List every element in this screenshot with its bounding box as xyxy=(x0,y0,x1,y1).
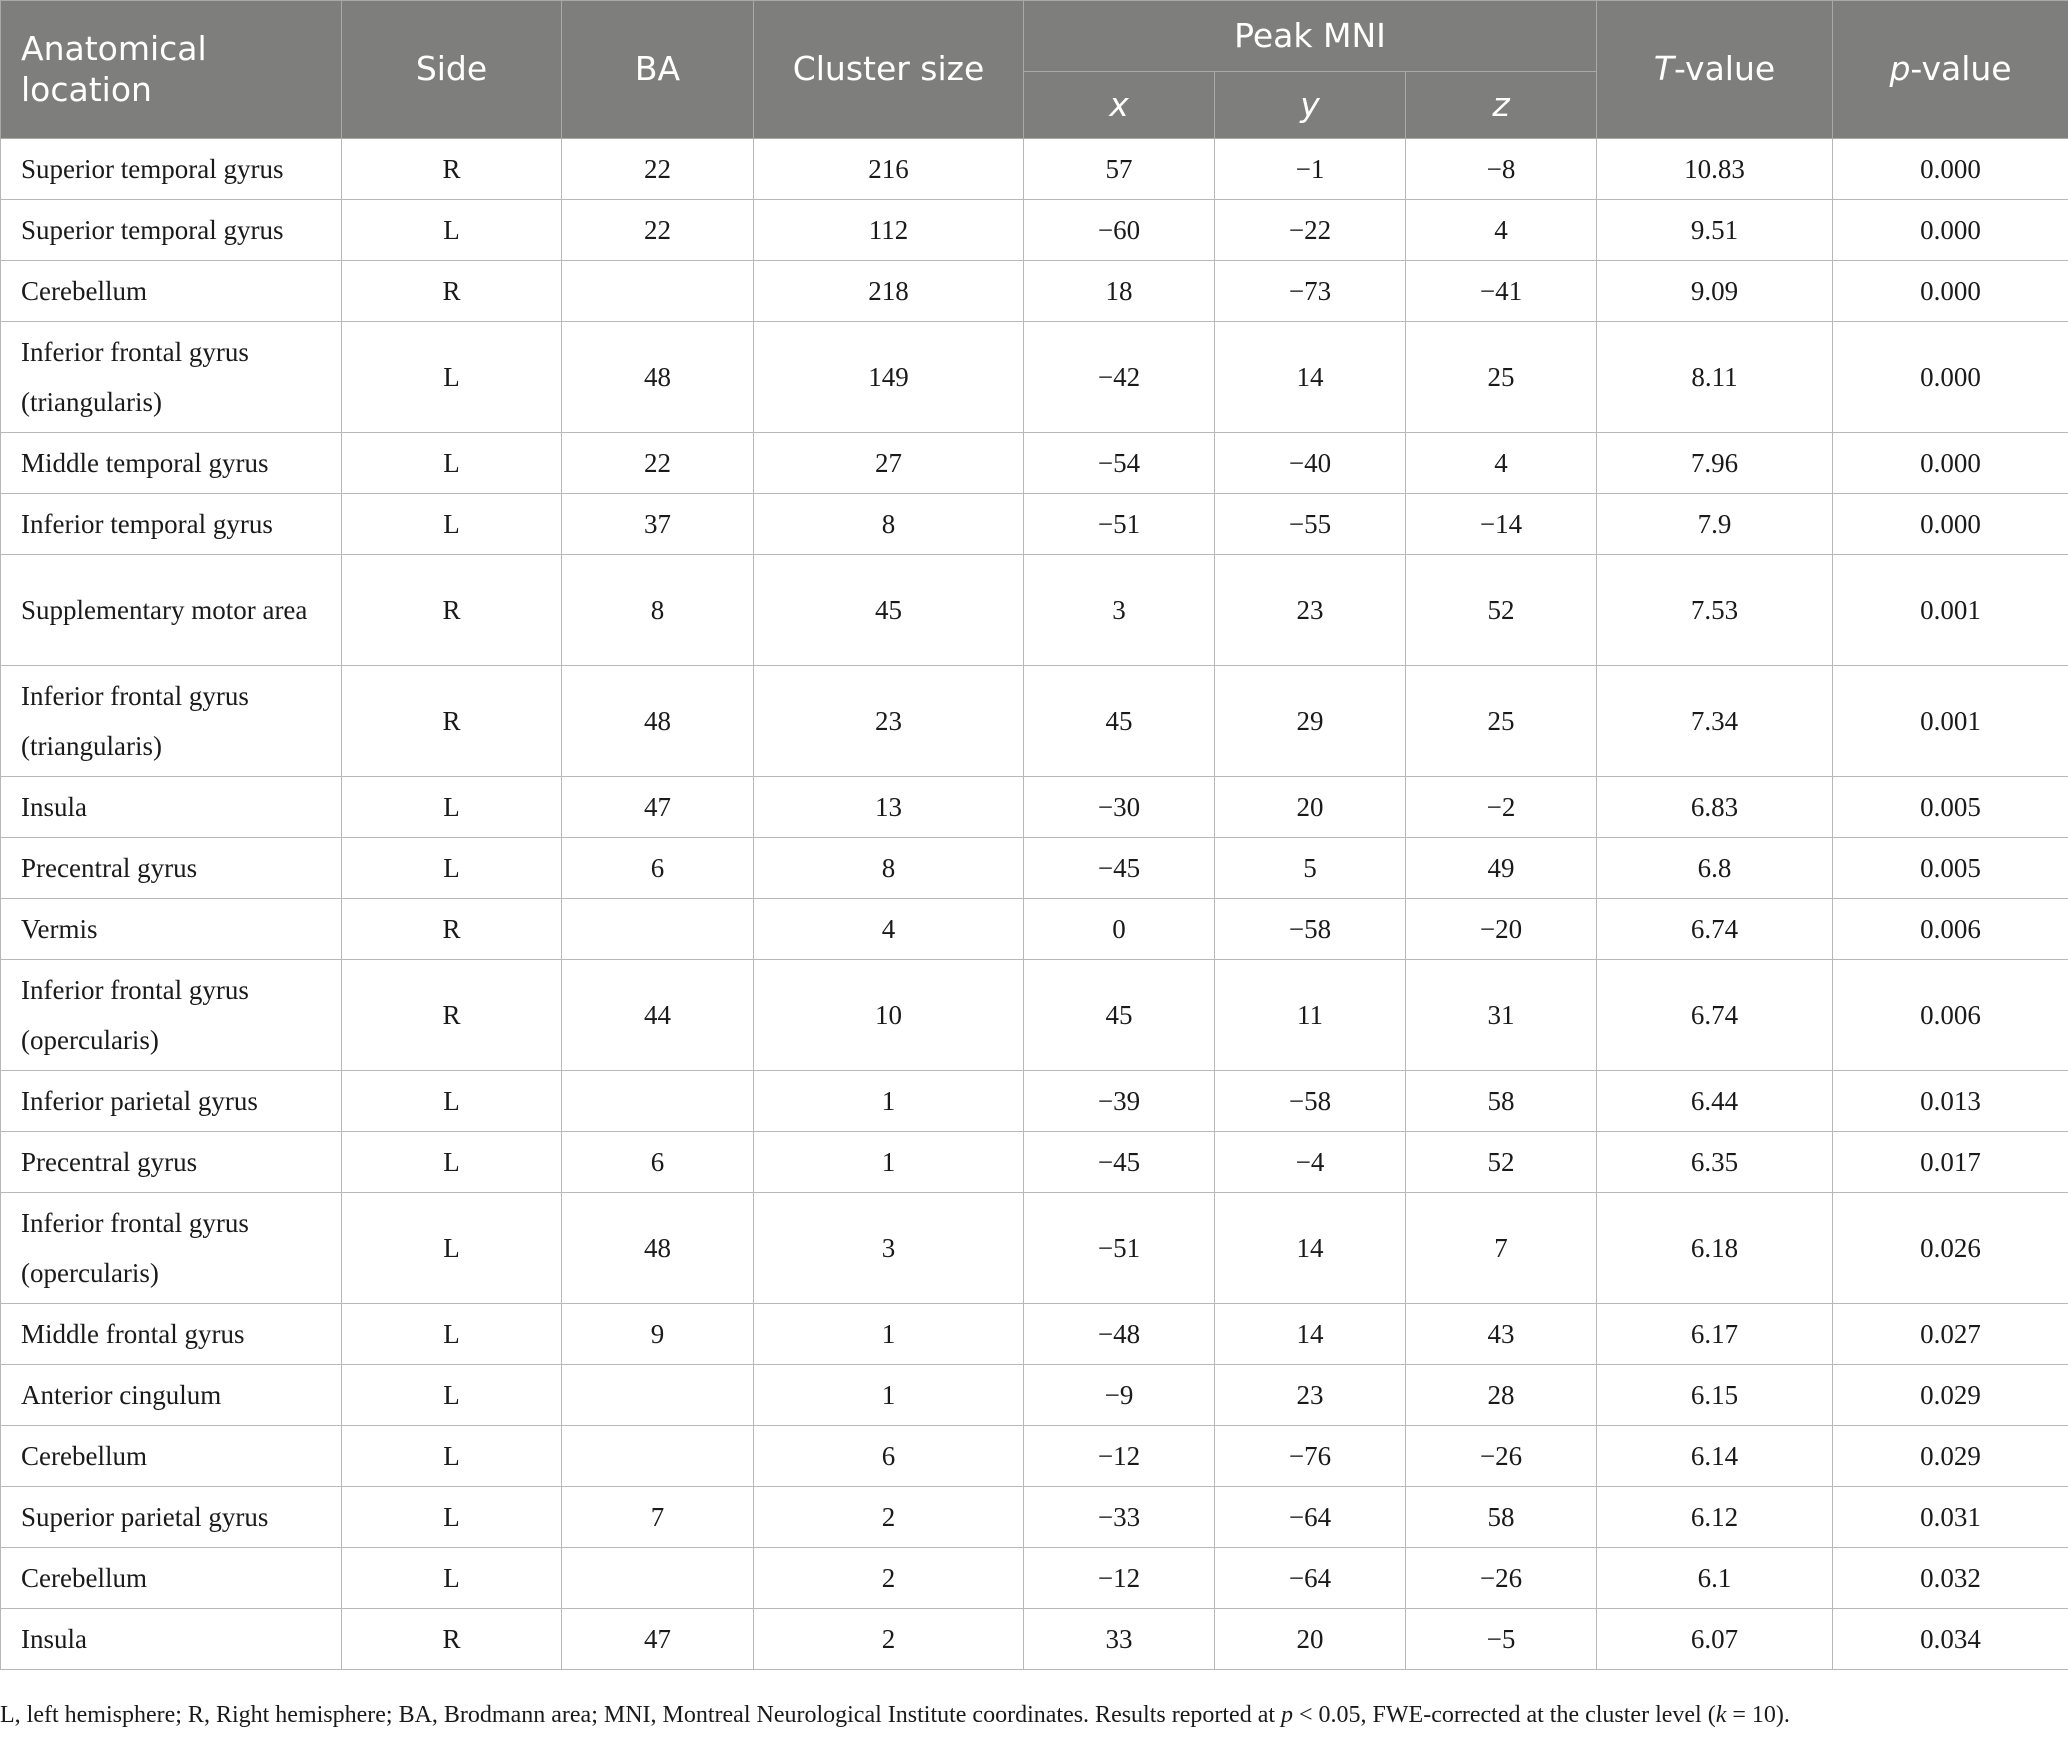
table-row xyxy=(1,200,2068,261)
cell-t-value: 6.74 xyxy=(1597,899,1833,960)
table-row xyxy=(1,1071,2068,1132)
cell-cluster-size: 218 xyxy=(754,261,1024,322)
cell-t-value: 7.53 xyxy=(1597,555,1833,666)
cell-side: L xyxy=(342,838,562,899)
cell-mni-x: −48 xyxy=(1024,1304,1215,1365)
cell-p-value: 0.000 xyxy=(1833,433,2068,494)
header-side: Side xyxy=(342,1,562,139)
cell-ba xyxy=(562,1365,754,1426)
header-x xyxy=(1024,72,1215,139)
table-body xyxy=(1,139,2068,1670)
cell-t-value: 6.12 xyxy=(1597,1487,1833,1548)
footnote-text-2: < 0.05, FWE-corrected at the cluster level ( xyxy=(1293,1702,1716,1728)
footnote-k-symbol: k xyxy=(1715,1702,1727,1728)
cell-anatomical-location: Precentral gyrus xyxy=(1,838,342,899)
cell-anatomical-location: Superior parietal gyrus xyxy=(1,1487,342,1548)
cell-mni-y: 5 xyxy=(1215,838,1406,899)
cell-p-value: 0.017 xyxy=(1833,1132,2068,1193)
cell-cluster-size: 10 xyxy=(754,960,1024,1071)
cell-ba: 47 xyxy=(562,777,754,838)
cell-p-value: 0.029 xyxy=(1833,1426,2068,1487)
table-row xyxy=(1,494,2068,555)
cell-ba: 48 xyxy=(562,1193,754,1304)
cell-mni-z: 58 xyxy=(1406,1487,1597,1548)
cell-side: R xyxy=(342,899,562,960)
cell-mni-y: −40 xyxy=(1215,433,1406,494)
cell-mni-x: −39 xyxy=(1024,1071,1215,1132)
cell-mni-x: −45 xyxy=(1024,838,1215,899)
cell-t-value: 6.44 xyxy=(1597,1071,1833,1132)
cell-mni-z: 25 xyxy=(1406,322,1597,433)
cell-anatomical-location: Insula xyxy=(1,1609,342,1670)
cell-ba xyxy=(562,1426,754,1487)
cell-mni-z: 52 xyxy=(1406,555,1597,666)
cell-anatomical-location: Superior temporal gyrus xyxy=(1,200,342,261)
table-row xyxy=(1,1609,2068,1670)
cell-mni-y: −64 xyxy=(1215,1548,1406,1609)
cell-mni-y: 14 xyxy=(1215,1193,1406,1304)
header-z-label: z xyxy=(1492,84,1510,124)
cell-cluster-size: 2 xyxy=(754,1609,1024,1670)
cell-side: L xyxy=(342,200,562,261)
cell-side: R xyxy=(342,960,562,1071)
table-row xyxy=(1,1132,2068,1193)
cell-t-value: 6.18 xyxy=(1597,1193,1833,1304)
cell-anatomical-location: Precentral gyrus xyxy=(1,1132,342,1193)
header-row-top xyxy=(1,1,2068,72)
cell-mni-x: 45 xyxy=(1024,666,1215,777)
cell-ba: 8 xyxy=(562,555,754,666)
cell-mni-y: 20 xyxy=(1215,1609,1406,1670)
cell-t-value: 6.07 xyxy=(1597,1609,1833,1670)
cell-mni-x: −51 xyxy=(1024,494,1215,555)
header-p-suffix: -value xyxy=(1910,49,2012,89)
cell-mni-x: 57 xyxy=(1024,139,1215,200)
header-ba: BA xyxy=(562,1,754,139)
cell-t-value: 6.35 xyxy=(1597,1132,1833,1193)
table-row xyxy=(1,777,2068,838)
cell-side: L xyxy=(342,494,562,555)
cell-mni-z: 28 xyxy=(1406,1365,1597,1426)
footnote-p-symbol: p xyxy=(1281,1702,1294,1728)
cell-mni-y: 23 xyxy=(1215,555,1406,666)
cell-side: R xyxy=(342,666,562,777)
header-p-value xyxy=(1833,1,2068,139)
cell-ba xyxy=(562,1548,754,1609)
cell-t-value: 6.74 xyxy=(1597,960,1833,1071)
cell-side: L xyxy=(342,777,562,838)
cell-mni-y: 23 xyxy=(1215,1365,1406,1426)
table-row xyxy=(1,1426,2068,1487)
cell-ba: 22 xyxy=(562,433,754,494)
table-row xyxy=(1,139,2068,200)
header-anatomical-location: Anatomical location xyxy=(1,1,342,139)
cell-mni-x: −51 xyxy=(1024,1193,1215,1304)
cell-mni-y: 14 xyxy=(1215,1304,1406,1365)
cell-mni-y: −22 xyxy=(1215,200,1406,261)
header-t-symbol: T xyxy=(1653,49,1675,89)
cell-p-value: 0.031 xyxy=(1833,1487,2068,1548)
cell-mni-y: 11 xyxy=(1215,960,1406,1071)
cell-mni-z: −26 xyxy=(1406,1426,1597,1487)
cell-anatomical-location: Inferior temporal gyrus xyxy=(1,494,342,555)
cell-anatomical-location: Supplementary motor area xyxy=(1,555,342,666)
cell-anatomical-location: Middle frontal gyrus xyxy=(1,1304,342,1365)
cell-mni-x: −30 xyxy=(1024,777,1215,838)
cell-mni-z: 4 xyxy=(1406,433,1597,494)
cell-mni-y: −64 xyxy=(1215,1487,1406,1548)
footnote-text-1: L, left hemisphere; R, Right hemisphere; BA, Brodmann area; MNI, Montreal Neurological Institute coordinates. Results reported at xyxy=(0,1702,1282,1728)
cell-p-value: 0.000 xyxy=(1833,139,2068,200)
cell-side: L xyxy=(342,1365,562,1426)
cell-mni-y: 29 xyxy=(1215,666,1406,777)
cell-p-value: 0.000 xyxy=(1833,494,2068,555)
cell-anatomical-location: Insula xyxy=(1,777,342,838)
cell-mni-x: 33 xyxy=(1024,1609,1215,1670)
cell-t-value: 6.1 xyxy=(1597,1548,1833,1609)
cell-t-value: 7.9 xyxy=(1597,494,1833,555)
cell-mni-z: 52 xyxy=(1406,1132,1597,1193)
cell-mni-x: −9 xyxy=(1024,1365,1215,1426)
cell-side: L xyxy=(342,1548,562,1609)
cell-ba: 48 xyxy=(562,666,754,777)
cell-mni-y: 20 xyxy=(1215,777,1406,838)
cell-ba: 22 xyxy=(562,139,754,200)
cell-anatomical-location: Inferior frontal gyrus (triangularis) xyxy=(1,666,342,777)
table-row xyxy=(1,666,2068,777)
cell-cluster-size: 149 xyxy=(754,322,1024,433)
cell-p-value: 0.000 xyxy=(1833,261,2068,322)
cell-p-value: 0.013 xyxy=(1833,1071,2068,1132)
cell-anatomical-location: Anterior cingulum xyxy=(1,1365,342,1426)
cell-cluster-size: 2 xyxy=(754,1548,1024,1609)
cell-ba: 7 xyxy=(562,1487,754,1548)
cell-anatomical-location: Inferior parietal gyrus xyxy=(1,1071,342,1132)
cell-cluster-size: 27 xyxy=(754,433,1024,494)
cell-t-value: 8.11 xyxy=(1597,322,1833,433)
cell-t-value: 6.8 xyxy=(1597,838,1833,899)
header-peak-mni: Peak MNI xyxy=(1024,1,1597,72)
cell-mni-z: 7 xyxy=(1406,1193,1597,1304)
cell-p-value: 0.032 xyxy=(1833,1548,2068,1609)
cell-ba: 6 xyxy=(562,1132,754,1193)
cell-cluster-size: 1 xyxy=(754,1071,1024,1132)
cell-anatomical-location: Cerebellum xyxy=(1,1426,342,1487)
cell-p-value: 0.034 xyxy=(1833,1609,2068,1670)
cell-p-value: 0.001 xyxy=(1833,555,2068,666)
cell-side: R xyxy=(342,261,562,322)
table-row xyxy=(1,433,2068,494)
cell-mni-y: −1 xyxy=(1215,139,1406,200)
cell-t-value: 7.96 xyxy=(1597,433,1833,494)
table-row xyxy=(1,1304,2068,1365)
cell-cluster-size: 8 xyxy=(754,494,1024,555)
cell-mni-z: 25 xyxy=(1406,666,1597,777)
cell-anatomical-location: Vermis xyxy=(1,899,342,960)
cell-mni-x: −54 xyxy=(1024,433,1215,494)
cell-side: R xyxy=(342,139,562,200)
cell-mni-y: −73 xyxy=(1215,261,1406,322)
cell-p-value: 0.000 xyxy=(1833,322,2068,433)
table-row xyxy=(1,322,2068,433)
cell-mni-z: −20 xyxy=(1406,899,1597,960)
cell-p-value: 0.029 xyxy=(1833,1365,2068,1426)
cell-mni-x: 45 xyxy=(1024,960,1215,1071)
table-header xyxy=(1,1,2068,139)
cell-side: L xyxy=(342,1132,562,1193)
footnote-text-3: = 10). xyxy=(1726,1702,1790,1728)
cell-anatomical-location: Inferior frontal gyrus (opercularis) xyxy=(1,1193,342,1304)
header-cluster-size: Cluster size xyxy=(754,1,1024,139)
table-row xyxy=(1,1193,2068,1304)
table-row xyxy=(1,838,2068,899)
cell-mni-x: −33 xyxy=(1024,1487,1215,1548)
cell-mni-x: −12 xyxy=(1024,1426,1215,1487)
cell-ba: 47 xyxy=(562,1609,754,1670)
cell-mni-z: −41 xyxy=(1406,261,1597,322)
cell-mni-z: −8 xyxy=(1406,139,1597,200)
cell-mni-y: −55 xyxy=(1215,494,1406,555)
cell-p-value: 0.026 xyxy=(1833,1193,2068,1304)
cell-mni-z: −5 xyxy=(1406,1609,1597,1670)
cell-mni-x: −45 xyxy=(1024,1132,1215,1193)
table-row xyxy=(1,261,2068,322)
header-x-label: x xyxy=(1109,84,1129,124)
cell-t-value: 6.15 xyxy=(1597,1365,1833,1426)
cell-side: L xyxy=(342,1193,562,1304)
cell-ba: 44 xyxy=(562,960,754,1071)
cell-cluster-size: 2 xyxy=(754,1487,1024,1548)
header-z xyxy=(1406,72,1597,139)
table-row xyxy=(1,899,2068,960)
cell-ba: 6 xyxy=(562,838,754,899)
cell-mni-z: 58 xyxy=(1406,1071,1597,1132)
cell-mni-z: 4 xyxy=(1406,200,1597,261)
cell-mni-x: 18 xyxy=(1024,261,1215,322)
cell-cluster-size: 4 xyxy=(754,899,1024,960)
cell-ba xyxy=(562,261,754,322)
cell-p-value: 0.000 xyxy=(1833,200,2068,261)
table-row xyxy=(1,555,2068,666)
table-row xyxy=(1,1548,2068,1609)
table-footnote xyxy=(0,1702,2068,1729)
cell-cluster-size: 45 xyxy=(754,555,1024,666)
cell-cluster-size: 112 xyxy=(754,200,1024,261)
cell-side: L xyxy=(342,1426,562,1487)
table-row xyxy=(1,1487,2068,1548)
cell-mni-y: 14 xyxy=(1215,322,1406,433)
cell-mni-x: 0 xyxy=(1024,899,1215,960)
cell-t-value: 6.83 xyxy=(1597,777,1833,838)
cell-mni-x: −12 xyxy=(1024,1548,1215,1609)
cell-ba xyxy=(562,1071,754,1132)
header-y-label: y xyxy=(1300,84,1320,124)
cell-side: L xyxy=(342,1071,562,1132)
cell-p-value: 0.006 xyxy=(1833,960,2068,1071)
cell-anatomical-location: Middle temporal gyrus xyxy=(1,433,342,494)
cell-cluster-size: 216 xyxy=(754,139,1024,200)
cell-p-value: 0.027 xyxy=(1833,1304,2068,1365)
cell-anatomical-location: Cerebellum xyxy=(1,261,342,322)
cell-anatomical-location: Inferior frontal gyrus (opercularis) xyxy=(1,960,342,1071)
cell-anatomical-location: Cerebellum xyxy=(1,1548,342,1609)
cell-side: L xyxy=(342,433,562,494)
header-y xyxy=(1215,72,1406,139)
header-p-symbol: p xyxy=(1889,49,1911,89)
cell-t-value: 6.17 xyxy=(1597,1304,1833,1365)
cell-mni-z: 31 xyxy=(1406,960,1597,1071)
cell-t-value: 9.09 xyxy=(1597,261,1833,322)
cell-ba: 48 xyxy=(562,322,754,433)
cell-mni-z: −14 xyxy=(1406,494,1597,555)
cell-ba: 9 xyxy=(562,1304,754,1365)
cell-mni-z: −2 xyxy=(1406,777,1597,838)
cell-cluster-size: 23 xyxy=(754,666,1024,777)
cell-p-value: 0.006 xyxy=(1833,899,2068,960)
table-row xyxy=(1,1365,2068,1426)
cell-cluster-size: 6 xyxy=(754,1426,1024,1487)
header-t-suffix: -value xyxy=(1674,49,1776,89)
cell-mni-x: −60 xyxy=(1024,200,1215,261)
cell-t-value: 10.83 xyxy=(1597,139,1833,200)
cell-t-value: 9.51 xyxy=(1597,200,1833,261)
cell-cluster-size: 1 xyxy=(754,1365,1024,1426)
cell-ba: 22 xyxy=(562,200,754,261)
cell-cluster-size: 1 xyxy=(754,1132,1024,1193)
table-row xyxy=(1,960,2068,1071)
cell-side: R xyxy=(342,1609,562,1670)
cell-mni-y: −76 xyxy=(1215,1426,1406,1487)
cell-side: L xyxy=(342,322,562,433)
cell-ba xyxy=(562,899,754,960)
cell-side: L xyxy=(342,1304,562,1365)
cell-t-value: 7.34 xyxy=(1597,666,1833,777)
cell-mni-z: 49 xyxy=(1406,838,1597,899)
cell-mni-y: −58 xyxy=(1215,899,1406,960)
cell-t-value: 6.14 xyxy=(1597,1426,1833,1487)
cell-p-value: 0.005 xyxy=(1833,777,2068,838)
cell-mni-z: −26 xyxy=(1406,1548,1597,1609)
cell-ba: 37 xyxy=(562,494,754,555)
cell-anatomical-location: Superior temporal gyrus xyxy=(1,139,342,200)
cell-mni-z: 43 xyxy=(1406,1304,1597,1365)
cell-mni-y: −4 xyxy=(1215,1132,1406,1193)
cell-side: L xyxy=(342,1487,562,1548)
cell-cluster-size: 13 xyxy=(754,777,1024,838)
cell-side: R xyxy=(342,555,562,666)
cell-cluster-size: 1 xyxy=(754,1304,1024,1365)
cell-cluster-size: 8 xyxy=(754,838,1024,899)
cell-mni-y: −58 xyxy=(1215,1071,1406,1132)
cell-mni-x: −42 xyxy=(1024,322,1215,433)
header-t-value xyxy=(1597,1,1833,139)
cell-p-value: 0.001 xyxy=(1833,666,2068,777)
cell-anatomical-location: Inferior frontal gyrus (triangularis) xyxy=(1,322,342,433)
cell-mni-x: 3 xyxy=(1024,555,1215,666)
cell-p-value: 0.005 xyxy=(1833,838,2068,899)
cell-cluster-size: 3 xyxy=(754,1193,1024,1304)
